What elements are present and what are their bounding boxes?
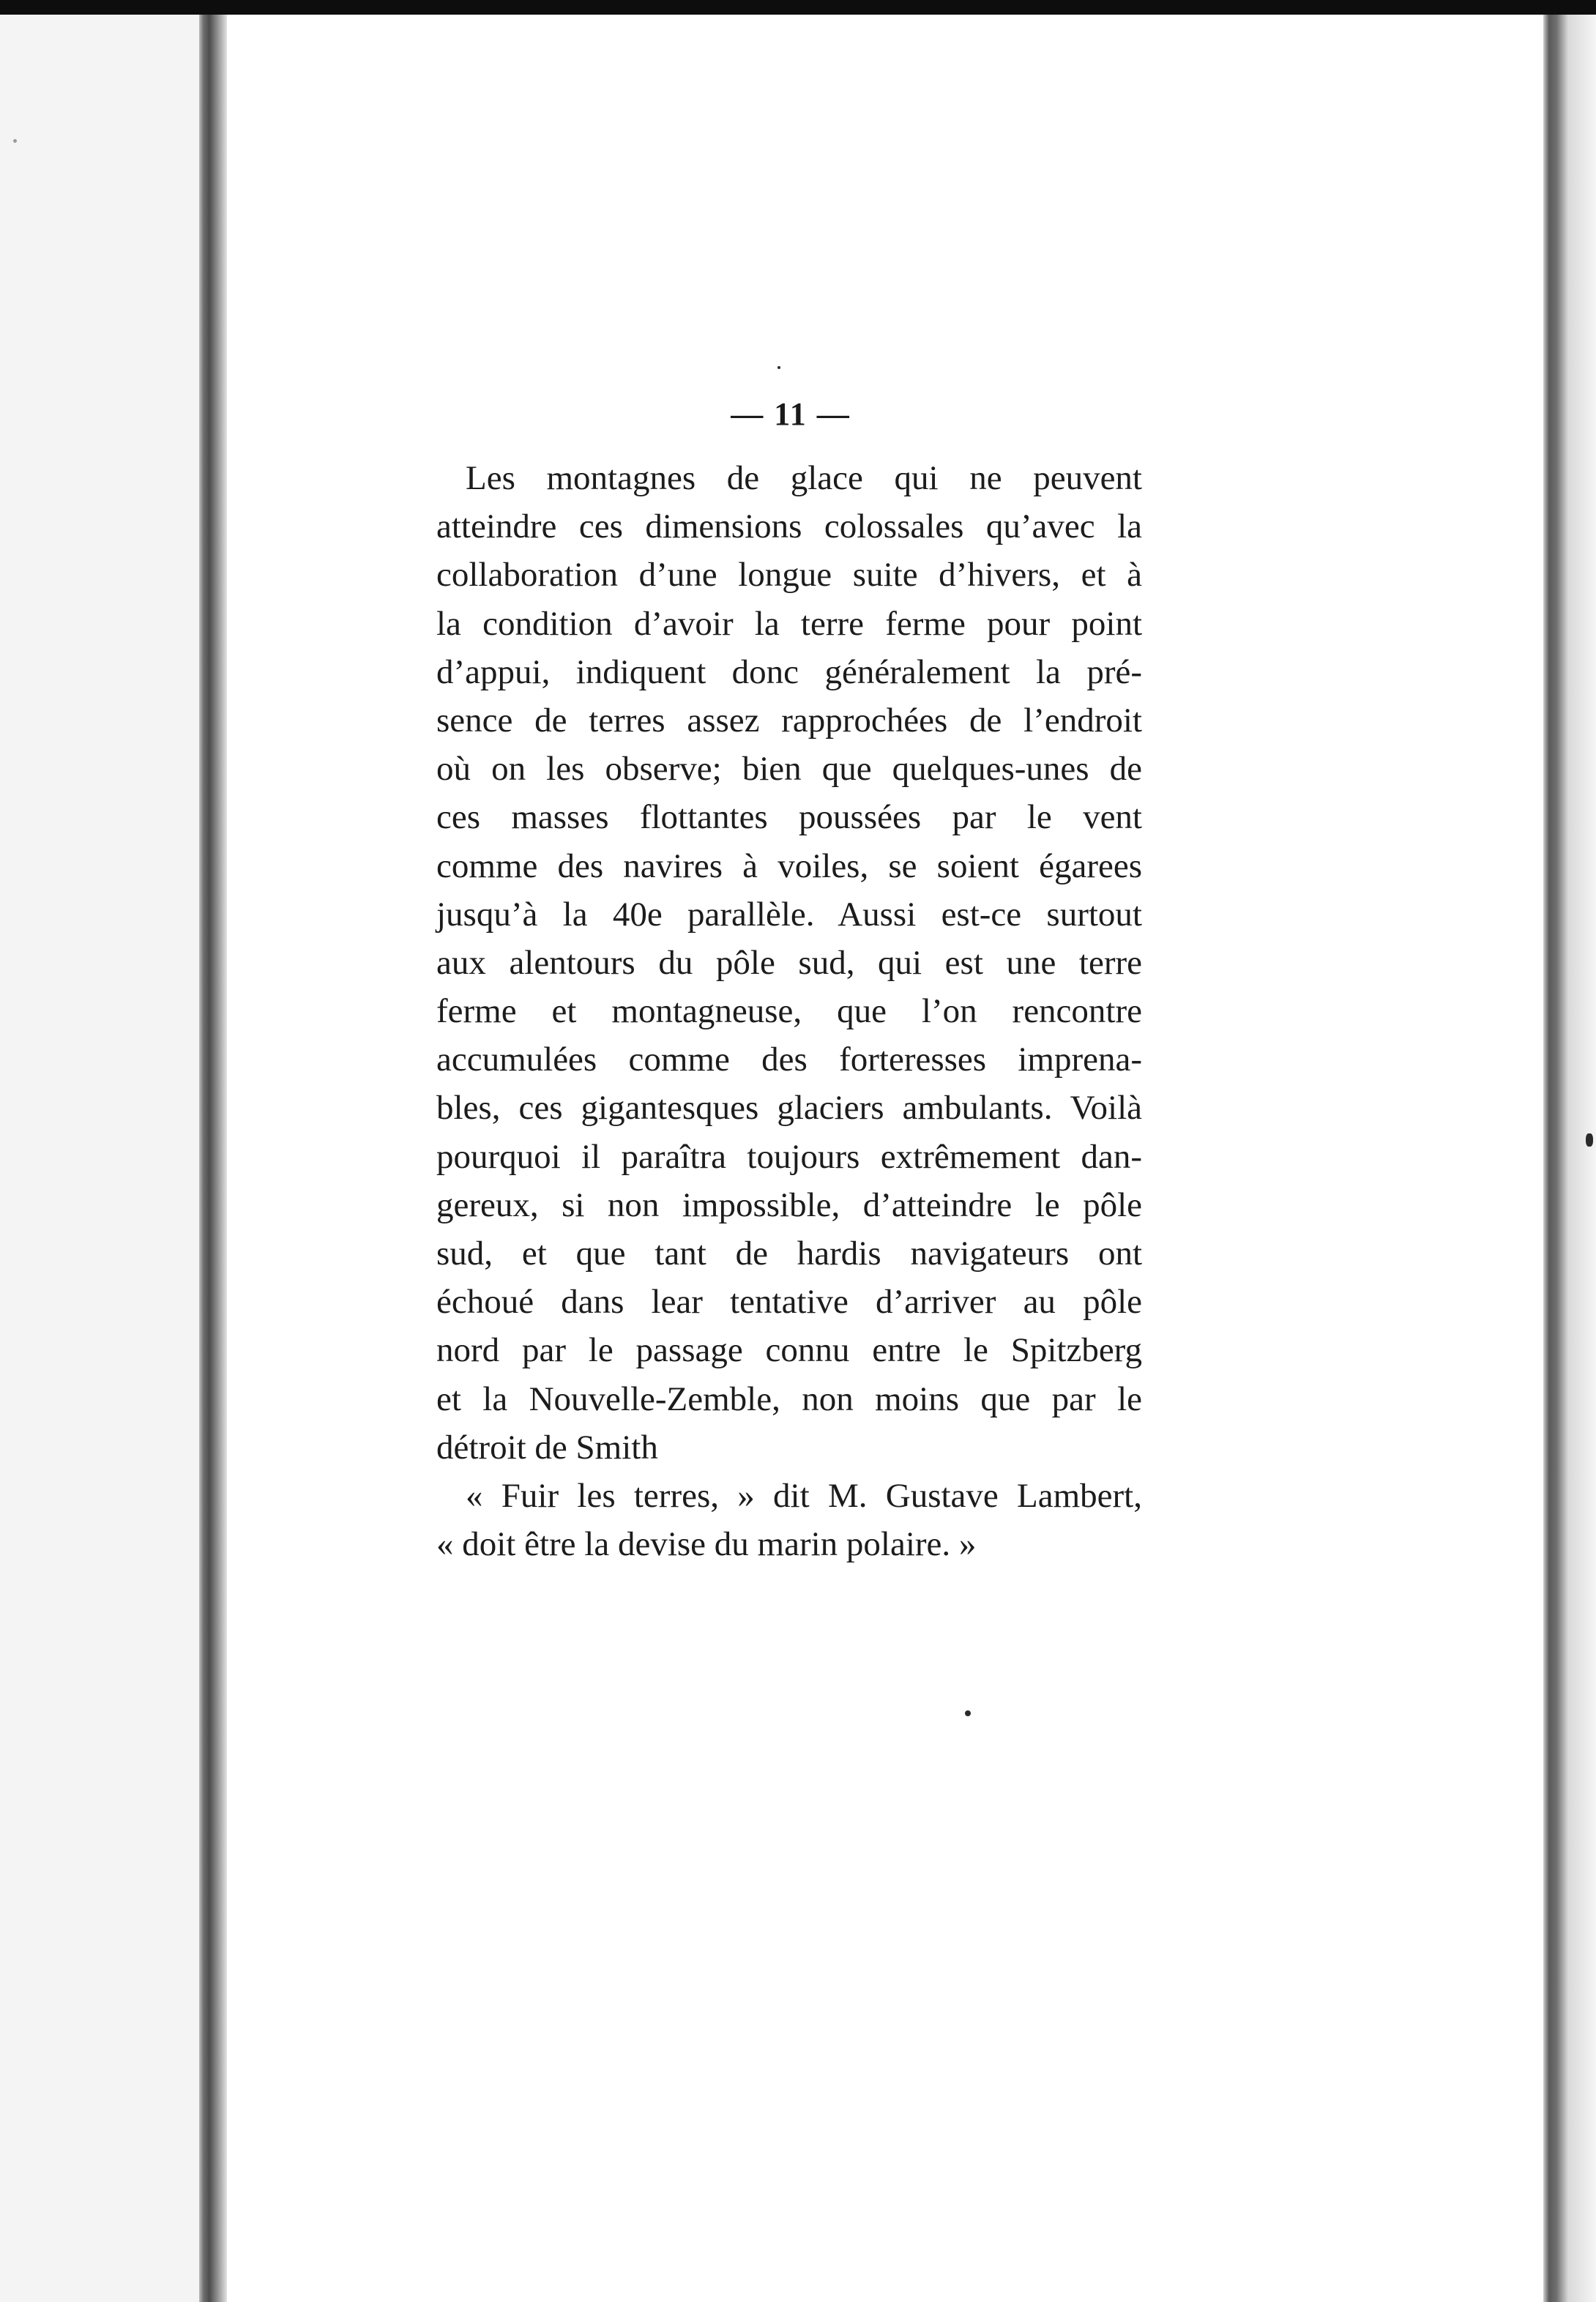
text-line: « doit être la devise du marin polaire. » — [436, 1525, 977, 1564]
text-line: gereux, si non impossible, d’atteindre le pôle — [436, 1185, 1142, 1224]
text-line: ces masses flottantes poussées par le vent — [436, 798, 1142, 837]
scan-speck — [1586, 1133, 1593, 1147]
scan-speck — [965, 1710, 971, 1716]
text-line: comme des navires à voiles, se soient égarees — [436, 846, 1142, 885]
scan-speck — [778, 366, 780, 369]
text-line: aux alentours du pôle sud, qui est une terre — [436, 943, 1142, 982]
text-line: ferme et montagneuse, que l’on rencontre — [436, 992, 1142, 1031]
text-line: Les montagnes de glace qui ne peuvent — [466, 459, 1142, 497]
text-line: « Fuir les terres, » dit M. Gustave Lambert, — [466, 1476, 1142, 1515]
text-line: échoué dans lear tentative d’arriver au pôle — [436, 1283, 1142, 1322]
book-gutter-shadow — [199, 15, 227, 2302]
text-line: collaboration d’une longue suite d’hivers, et à — [436, 556, 1142, 595]
text-line: sence de terres assez rapprochées de l’endroit — [436, 701, 1142, 740]
page-number: — 11 — — [731, 396, 851, 432]
text-line: jusqu’à la 40e parallèle. Aussi est-ce surtout — [436, 895, 1142, 934]
text-line: où on les observe; bien que quelques-unes de — [436, 750, 1142, 789]
text-line: sud, et que tant de hardis navigateurs ont — [436, 1234, 1142, 1273]
text-line: d’appui, indiquent donc généralement la pré- — [436, 652, 1142, 691]
previous-page-margin — [0, 15, 199, 2302]
body-text — [436, 454, 1142, 1568]
text-line: et la Nouvelle-Zemble, non moins que par le — [436, 1379, 1142, 1418]
text-line: bles, ces gigantesques glaciers ambulants. Voilà — [436, 1089, 1142, 1128]
text-line: nord par le passage connu entre le Spitzberg — [436, 1331, 1142, 1370]
text-line: accumulées comme des forteresses imprena- — [436, 1040, 1142, 1079]
scan-speck — [13, 139, 17, 143]
text-line: la condition d’avoir la terre ferme pour point — [436, 604, 1142, 643]
text-line: pourquoi il paraîtra toujours extrêmement dan- — [436, 1137, 1142, 1176]
scan-top-border — [0, 0, 1596, 15]
page-right-edge — [1543, 15, 1596, 2302]
text-line: détroit de Smith — [436, 1428, 658, 1467]
text-line: atteindre ces dimensions colossales qu’avec la — [436, 507, 1142, 546]
